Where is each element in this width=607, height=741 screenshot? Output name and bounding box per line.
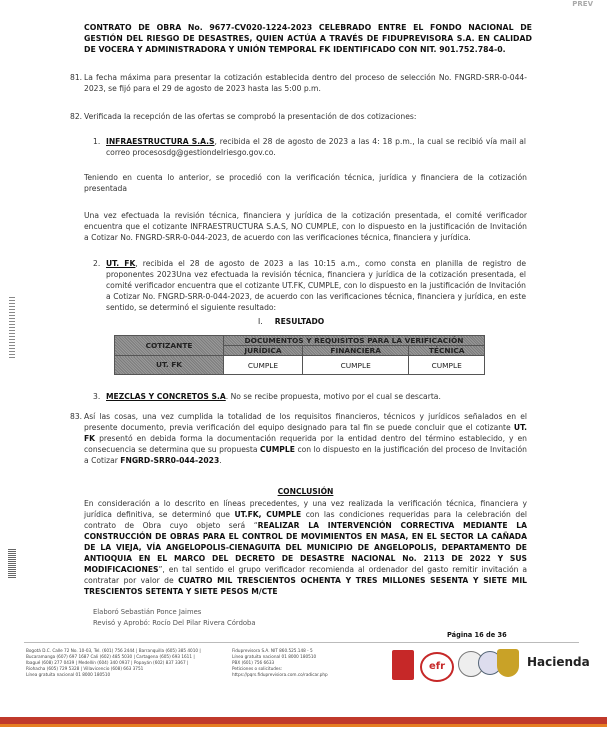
item-3-text xyxy=(106,391,526,402)
colombia-coat-of-arms-icon xyxy=(497,649,519,677)
item-1-text xyxy=(106,136,526,158)
footer-contact-line: Fiduprevisora S.A. NIT 860.525.148 - 5 xyxy=(232,648,313,653)
conclusion-part1: En consideración a lo descrito en líneas precedentes, y una vez realizada la verificación técnica, financiera y jurídica definitiva, se determinó que xyxy=(84,499,527,519)
footer-contact-line: Línea gratuita nacional 01 8000 180510 xyxy=(232,654,317,659)
footer-contact-line: Peticiones o solicitudes: xyxy=(232,666,283,671)
header-documentos: DOCUMENTOS Y REQUISITOS PARA LA VERIFICACIÓN xyxy=(224,336,485,346)
clause-83-part2: presentó en debida forma la documentación requerida por la entidad dentro del término establecido, y en consecuencia se determina que su propuesta xyxy=(84,434,527,454)
footer-contact-link[interactable]: https://pqrs.fiduprevisiora.com.co/radicar.php xyxy=(232,672,328,677)
clause-83-bold1: UT. FK xyxy=(84,423,527,443)
item-1-number: 1. xyxy=(93,137,101,146)
clause-82-number: 82. xyxy=(70,112,83,121)
conclusion-heading xyxy=(84,486,527,497)
conclusion-title: CONCLUSIÓN xyxy=(277,487,334,496)
clause-82-text: Verificada la recepción de las ofertas se comprobó la presentación de dos cotizaciones: xyxy=(84,112,417,121)
conclusion-bold1: UT.FK, CUMPLE xyxy=(234,510,302,519)
clause-83-part1: Así las cosas, una vez cumplida la totalidad de los requisitos financieros, técnicos y jurídicos señalados en el presente documento, previa verificación del equipo designado para tal fin se puede concluir que el cotizante xyxy=(84,412,527,432)
item-1-name: INFRAESTRUCTURA S.A.S xyxy=(106,137,215,146)
conclusion-text xyxy=(84,498,527,597)
conclusion-bold3: CUATRO MIL TRESCIENTOS OCHENTA Y TRES MILLONES SESENTA Y SIETE MIL TRESCIENTOS SETENTA Y SIETE PESOS M/CTE xyxy=(84,576,527,596)
footer-divider xyxy=(24,642,579,643)
footer-red-band xyxy=(0,717,607,724)
clause-83-part3: con lo dispuesto en la justificación del proceso de Invitación a Cotizar xyxy=(84,445,527,465)
great-place-to-work-badge-icon xyxy=(392,650,414,680)
header-juridica: JURÍDICA xyxy=(224,346,303,356)
item-2-name: UT. FK xyxy=(106,259,136,268)
footer-office-line: Riohacha (605) 729 5328 | Villavicencio (608) 663 3751 xyxy=(26,666,144,671)
item-3-number: 3. xyxy=(93,392,101,401)
item-2-body: , recibida el 28 de agosto de 2023 a las 10:15 a.m., como consta en planilla de registro de proponentes 2023Una vez efectuada la revisión técnica, financiera y jurídica de la cotización presentada, el comité verificador encuentra que el cotizante UT.FK, CUMPLE, con lo dispuesto en la justificación de Invitación a Cotizar No. FNGRD-SRR-0-044-2023, de acuerdo con las verificaciones técnica, financiera y jurídica, en este sentido, se determinó el siguiente resultado: xyxy=(106,259,526,312)
item-2-text xyxy=(106,258,526,313)
footer-office-line: Bucaramanga (607) 697 1687 Cali (602) 485 5030 | Cartagena (605) 693 1611 | xyxy=(26,654,195,659)
resultado-heading xyxy=(258,316,324,327)
footer-orange-band xyxy=(0,724,607,727)
resultado-title: RESULTADO xyxy=(274,317,325,326)
footer-contact-line: PBX (601) 756 6633 xyxy=(232,660,275,665)
footer-contact xyxy=(232,648,372,678)
page-number: Página 16 de 36 xyxy=(447,631,507,639)
efr-logo-icon: efr xyxy=(420,652,454,682)
header-financiera: FINANCIERA xyxy=(302,346,408,356)
footer-office-line: Bogotá D.C. Calle 72 No. 10-03, Tel. (601) 756 2444 | Barranquilla (605) 385 4010 | xyxy=(26,648,201,653)
clause-81-text: La fecha máxima para presentar la cotización establecida dentro del proceso de selección No. FNGRD-SRR-0-044-2023, se fijó para el 29 de agosto de 2023 hasta las 5:00 p.m. xyxy=(84,73,527,93)
clause-83-number: 83. xyxy=(70,412,83,421)
side-stamp-mark xyxy=(9,296,15,358)
reviso-line: Revisó y Aprobó: Rocío Del Pilar Rivera Córdoba xyxy=(93,619,256,627)
conclusion-part3: ”, en tal sentido el grupo verificador recomienda al ordenador del gasto remitir invitación a contratar por valor de xyxy=(84,565,527,585)
header-tecnica: TÉCNICA xyxy=(409,346,485,356)
clause-83-text xyxy=(84,411,527,466)
clause-81-number: 81. xyxy=(70,73,83,82)
cell-tecnica: CUMPLE xyxy=(409,356,485,375)
cell-financiera: CUMPLE xyxy=(302,356,408,375)
header-logo: PREV xyxy=(572,0,593,8)
header-cotizante: COTIZANTE xyxy=(115,336,224,356)
clause-83-bold3: FNGRD-SRR0-044-2023 xyxy=(120,456,220,465)
hacienda-logo: Hacienda xyxy=(527,655,590,669)
item-1-body: , recibida el 28 de agosto de 2023 a las 4: 18 p.m., la cual se recibió vía mail al correo procesosdg@gestiondelriesgo.gov.co. xyxy=(106,137,526,157)
resultado-table xyxy=(114,335,485,375)
paragraph-una-vez: Una vez efectuada la revisión técnica, financiera y jurídica de la cotización presentada, el comité verificador encuentra que el cotizante INFRAESTRUCTURA S.A.S, NO CUMPLE, con lo dispuesto en la justificación de Invitación a Cotizar No. FNGRD-SRR-0-044-2023, de acuerdo con las verificaciones técnica, financiera y jurídica. xyxy=(84,211,527,242)
footer-offices xyxy=(26,648,216,678)
side-barcode-mark xyxy=(8,548,16,578)
item-3-name: MEZCLAS Y CONCRETOS S.A xyxy=(106,392,226,401)
conclusion-part2: con las condiciones requeridas para la celebración del contrato de Obra cuyo objeto será “ xyxy=(84,510,527,530)
conclusion-bold2: REALIZAR LA INTERVENCIÓN CORRECTIVA MEDIANTE LA CONSTRUCCIÓN DE OBRAS PARA EL CONTROL DE MOVIMIENTOS EN MASA, EN EL SECTOR LA CAÑADA DE LA VIEJA, VÍA ANGELOPOLIS-CIENAGUITA DEL MUNICIPIO DE ANGELOPOLIS, DEPARTAMENTO DE ANTIOQUIA EN EL MARCO DEL DECRETO DE DESASTRE NACIONAL No. 2113 DE 2022 Y SUS MODIFICACIONES xyxy=(84,521,527,574)
cell-cotizante: UT. FK xyxy=(115,356,224,375)
top-strip xyxy=(0,0,607,8)
clause-83-bold2: CUMPLE xyxy=(260,445,295,454)
clause-83-part4: . xyxy=(219,456,222,465)
cell-juridica: CUMPLE xyxy=(224,356,303,375)
footer-office-line: Ibagué (608) 277 0439 | Medellín (604) 340 0937 | Popayán (602) 837 3367 | xyxy=(26,660,189,665)
footer-office-line: Línea gratuita nacional 01 8000 180510 xyxy=(26,672,111,677)
paragraph-teniendo: Teniendo en cuenta lo anterior, se procedió con la verificación técnica, jurídica y financiera de la cotización presentada xyxy=(84,173,527,193)
item-2-number: 2. xyxy=(93,259,101,268)
elaboro-line: Elaboró Sebastián Ponce Jaimes xyxy=(93,608,202,616)
item-3-body: . No se recibe propuesta, motivo por el cual se descarta. xyxy=(225,392,441,401)
document-title: CONTRATO DE OBRA No. 9677-CV020-1224-2023 CELEBRADO ENTRE EL FONDO NACIONAL DE GESTIÓN DEL RIESGO DE DESASTRES, QUIEN ACTÚA A TRAVÉS DE FIDUPREVISORA S.A. EN CALIDAD DE VOCERA Y ADMINISTRADORA Y UNIÓN TEMPORAL FK IDENTIFICADO CON NIT. 901.752.784-0. xyxy=(84,23,532,54)
resultado-number: I. xyxy=(258,317,263,326)
